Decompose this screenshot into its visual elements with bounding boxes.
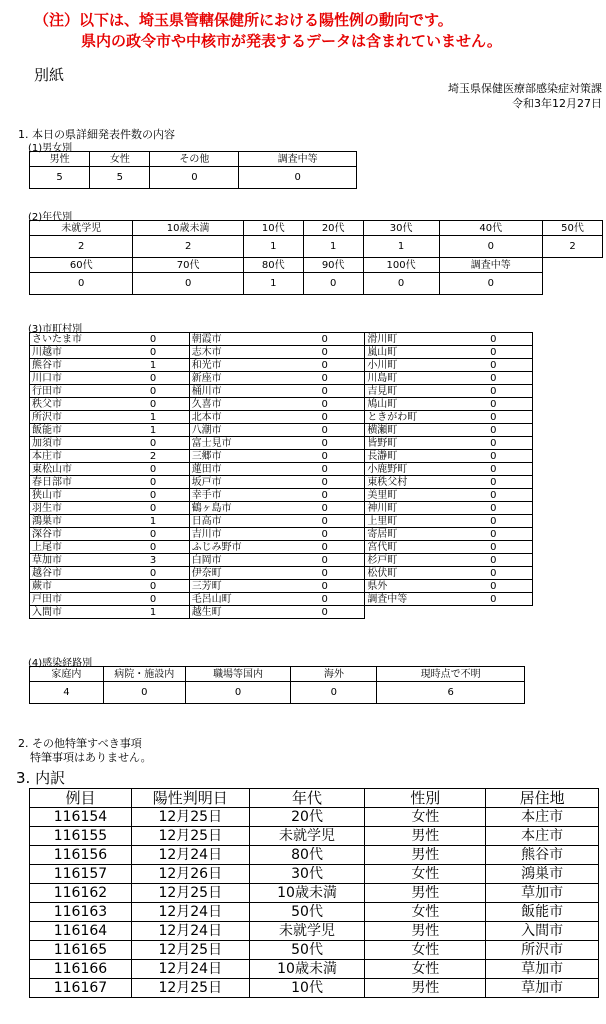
sex-value: 0 — [150, 167, 239, 189]
municipality-row — [30, 450, 533, 463]
case-cell: 116162 — [30, 884, 132, 903]
age-value: 1 — [303, 236, 363, 258]
section2-title: 2. その他特筆すべき事項 — [18, 737, 142, 750]
municipality-count: 0 — [455, 541, 533, 554]
municipality-name: 熊谷市 — [30, 359, 118, 372]
case-cell: 熊谷市 — [486, 846, 599, 865]
municipality-count: 0 — [285, 541, 365, 554]
age-header: 20代 — [303, 221, 363, 236]
municipality-name: 宮代町 — [365, 541, 455, 554]
municipality-count: 0 — [117, 541, 189, 554]
case-cell: 男性 — [365, 979, 486, 998]
municipality-count: 1 — [117, 606, 189, 619]
municipality-name: 鶴ヶ島市 — [189, 502, 285, 515]
municipality-count: 0 — [285, 372, 365, 385]
table-row — [30, 865, 599, 884]
case-cell: 50代 — [249, 903, 365, 922]
municipality-name: 本庄市 — [30, 450, 118, 463]
age-value: 1 — [243, 236, 303, 258]
municipality-count: 0 — [455, 476, 533, 489]
table-row — [30, 827, 599, 846]
municipality-count: 0 — [117, 346, 189, 359]
cases-header: 性別 — [365, 789, 486, 808]
sex-header: 女性 — [90, 152, 150, 167]
municipality-count: 0 — [455, 450, 533, 463]
municipality-count: 0 — [285, 450, 365, 463]
municipality-name: 越谷市 — [30, 567, 118, 580]
municipality-count: 0 — [285, 346, 365, 359]
municipality-count: 0 — [285, 528, 365, 541]
municipality-count: 0 — [117, 489, 189, 502]
municipality-name: 北本市 — [189, 411, 285, 424]
case-cell: 本庄市 — [486, 827, 599, 846]
municipality-row — [30, 528, 533, 541]
case-cell: 10代 — [249, 979, 365, 998]
case-cell: 12月26日 — [131, 865, 249, 884]
case-cell: 12月25日 — [131, 884, 249, 903]
municipality-name: 入間市 — [30, 606, 118, 619]
case-cell: 草加市 — [486, 884, 599, 903]
municipality-name: 杉戸町 — [365, 554, 455, 567]
age-header: 未就学児 — [30, 221, 133, 236]
age-title: (2)年代別 — [28, 212, 73, 223]
sex-table — [29, 151, 357, 189]
case-cell: 12月24日 — [131, 903, 249, 922]
municipality-name: 行田市 — [30, 385, 118, 398]
municipality-name: 草加市 — [30, 554, 118, 567]
municipality-count: 0 — [285, 502, 365, 515]
age-value: 0 — [30, 273, 133, 295]
table-row — [30, 922, 599, 941]
municipality-name: 川島町 — [365, 372, 455, 385]
municipality-name: 川口市 — [30, 372, 118, 385]
municipality-count: 0 — [455, 372, 533, 385]
municipality-name: 坂戸市 — [189, 476, 285, 489]
age-header: 60代 — [30, 258, 133, 273]
municipality-count: 0 — [455, 554, 533, 567]
municipality-count: 0 — [285, 398, 365, 411]
municipality-count: 0 — [117, 398, 189, 411]
municipality-name: 美里町 — [365, 489, 455, 502]
case-cell: 80代 — [249, 846, 365, 865]
case-cell: 飯能市 — [486, 903, 599, 922]
case-cell: 10歳未満 — [249, 884, 365, 903]
case-cell: 12月24日 — [131, 922, 249, 941]
municipality-count: 0 — [117, 333, 189, 346]
case-cell: 所沢市 — [486, 941, 599, 960]
municipality-row — [30, 606, 533, 619]
sex-title: (1)男女別 — [28, 143, 73, 154]
section1-title: 1. 本日の県詳細発表件数の内容 — [18, 128, 175, 141]
municipality-row — [30, 333, 533, 346]
route-title: (4)感染経路別 — [28, 658, 93, 669]
age-value: 1 — [243, 273, 303, 295]
municipality-count: 0 — [285, 437, 365, 450]
case-cell: 116155 — [30, 827, 132, 846]
municipality-count: 0 — [117, 372, 189, 385]
case-cell: 女性 — [365, 941, 486, 960]
municipality-name: 嵐山町 — [365, 346, 455, 359]
municipality-name: 小鹿野町 — [365, 463, 455, 476]
cases-table — [29, 788, 599, 998]
case-cell: 116163 — [30, 903, 132, 922]
age-header: 10代 — [243, 221, 303, 236]
case-cell: 10歳未満 — [249, 960, 365, 979]
municipality-count: 0 — [117, 593, 189, 606]
municipality-count: 0 — [117, 385, 189, 398]
age-header: 50代 — [543, 221, 603, 236]
route-value: 4 — [30, 682, 104, 704]
issuer — [448, 81, 602, 111]
municipality-name: 狭山市 — [30, 489, 118, 502]
page-title: 別紙 — [34, 66, 65, 84]
municipality-count: 0 — [285, 515, 365, 528]
municipality-count: 0 — [455, 593, 533, 606]
municipality-count: 1 — [117, 359, 189, 372]
municipality-name: 寄居町 — [365, 528, 455, 541]
age-value: 0 — [363, 273, 439, 295]
municipality-row — [30, 541, 533, 554]
municipality-name: 吉川市 — [189, 528, 285, 541]
sex-header: その他 — [150, 152, 239, 167]
municipality-name: ふじみ野市 — [189, 541, 285, 554]
municipality-count: 0 — [455, 489, 533, 502]
municipality-name: 日高市 — [189, 515, 285, 528]
age-value: 2 — [30, 236, 133, 258]
case-cell: 入間市 — [486, 922, 599, 941]
municipality-count: 0 — [285, 476, 365, 489]
case-cell: 未就学児 — [249, 827, 365, 846]
municipality-name: 調査中等 — [365, 593, 455, 606]
municipality-row — [30, 463, 533, 476]
route-value: 6 — [377, 682, 525, 704]
municipality-row — [30, 437, 533, 450]
age-empty — [543, 273, 603, 295]
case-cell: 12月25日 — [131, 941, 249, 960]
case-cell: 女性 — [365, 960, 486, 979]
municipality-name: 松伏町 — [365, 567, 455, 580]
case-cell: 12月25日 — [131, 827, 249, 846]
municipality-name: 三芳町 — [189, 580, 285, 593]
notice-line-1: （注）以下は、埼玉県管轄保健所における陽性例の動向です。 — [34, 11, 453, 29]
municipality-name: 東秩父村 — [365, 476, 455, 489]
municipality-name: 八潮市 — [189, 424, 285, 437]
municipality-count: 0 — [455, 385, 533, 398]
municipality-count: 0 — [117, 580, 189, 593]
municipality-name: 長瀞町 — [365, 450, 455, 463]
municipality-name: 蓮田市 — [189, 463, 285, 476]
case-cell: 12月25日 — [131, 979, 249, 998]
municipality-name: 桶川市 — [189, 385, 285, 398]
municipality-row — [30, 424, 533, 437]
route-table — [29, 666, 525, 704]
municipality-count: 0 — [117, 476, 189, 489]
age-value: 0 — [133, 273, 243, 295]
age-table — [29, 220, 603, 295]
sex-value: 5 — [90, 167, 150, 189]
municipality-count: 0 — [117, 567, 189, 580]
cases-header: 陽性判明日 — [131, 789, 249, 808]
municipality-count: 0 — [117, 463, 189, 476]
municipality-count: 2 — [117, 450, 189, 463]
case-cell: 男性 — [365, 827, 486, 846]
municipality-name: 秩父市 — [30, 398, 118, 411]
municipality-name: 新座市 — [189, 372, 285, 385]
municipality-name: 朝霞市 — [189, 333, 285, 346]
case-cell: 女性 — [365, 865, 486, 884]
municipality-name: 所沢市 — [30, 411, 118, 424]
case-cell: 116157 — [30, 865, 132, 884]
table-row — [30, 960, 599, 979]
municipality-name: 川越市 — [30, 346, 118, 359]
municipality-row — [30, 580, 533, 593]
table-row — [30, 846, 599, 865]
municipality-name: 三郷市 — [189, 450, 285, 463]
municipality-count: 0 — [117, 502, 189, 515]
route-value: 0 — [185, 682, 291, 704]
age-value: 1 — [363, 236, 439, 258]
age-empty — [543, 258, 603, 273]
issue-date: 令和3年12月27日 — [512, 97, 602, 110]
municipality-name: 飯能市 — [30, 424, 118, 437]
municipality-name: 鴻巣市 — [30, 515, 118, 528]
table-row — [30, 941, 599, 960]
municipality-table — [29, 332, 533, 619]
municipality-name: 幸手市 — [189, 489, 285, 502]
case-cell: 30代 — [249, 865, 365, 884]
municipality-title: (3)市町村別 — [28, 324, 83, 335]
municipality-name: 白岡市 — [189, 554, 285, 567]
municipality-row — [30, 385, 533, 398]
municipality-count: 1 — [117, 424, 189, 437]
municipality-count: 0 — [455, 411, 533, 424]
sex-value: 0 — [239, 167, 357, 189]
municipality-count: 3 — [117, 554, 189, 567]
case-cell: 草加市 — [486, 979, 599, 998]
municipality-count: 0 — [285, 424, 365, 437]
age-header: 10歳未満 — [133, 221, 243, 236]
municipality-count: 0 — [285, 385, 365, 398]
municipality-name: 上尾市 — [30, 541, 118, 554]
age-header: 90代 — [303, 258, 363, 273]
municipality-row — [30, 411, 533, 424]
municipality-name: さいたま市 — [30, 333, 118, 346]
case-cell: 12月25日 — [131, 808, 249, 827]
age-header: 調査中等 — [439, 258, 542, 273]
municipality-name: 羽生市 — [30, 502, 118, 515]
age-header: 70代 — [133, 258, 243, 273]
cases-header: 年代 — [249, 789, 365, 808]
case-cell: 116167 — [30, 979, 132, 998]
age-header: 40代 — [439, 221, 542, 236]
age-value: 0 — [439, 236, 542, 258]
case-cell: 116164 — [30, 922, 132, 941]
department: 埼玉県保健医療部感染症対策課 — [448, 82, 602, 95]
case-cell: 116166 — [30, 960, 132, 979]
section2-body: 特筆事項はありません。 — [30, 751, 152, 764]
municipality-row — [30, 398, 533, 411]
table-row — [30, 884, 599, 903]
case-cell: 12月24日 — [131, 846, 249, 865]
municipality-row — [30, 515, 533, 528]
case-cell: 女性 — [365, 808, 486, 827]
case-cell: 116154 — [30, 808, 132, 827]
table-row — [30, 979, 599, 998]
municipality-count: 0 — [285, 567, 365, 580]
age-header: 100代 — [363, 258, 439, 273]
municipality-name: 戸田市 — [30, 593, 118, 606]
municipality-count: 0 — [455, 463, 533, 476]
sex-header: 調査中等 — [239, 152, 357, 167]
case-cell: 50代 — [249, 941, 365, 960]
municipality-count: 0 — [285, 411, 365, 424]
notice — [34, 10, 502, 52]
municipality-count: 0 — [117, 528, 189, 541]
municipality-count: 0 — [455, 580, 533, 593]
municipality-name: ときがわ町 — [365, 411, 455, 424]
municipality-count: 0 — [455, 333, 533, 346]
age-value: 2 — [543, 236, 603, 258]
municipality-count: 0 — [285, 333, 365, 346]
municipality-name: 小川町 — [365, 359, 455, 372]
municipality-count: 0 — [455, 437, 533, 450]
case-cell: 116156 — [30, 846, 132, 865]
municipality-row — [30, 554, 533, 567]
municipality-count: 0 — [455, 398, 533, 411]
municipality-name: 越生町 — [189, 606, 285, 619]
case-cell: 男性 — [365, 884, 486, 903]
municipality-name: 皆野町 — [365, 437, 455, 450]
age-value: 2 — [133, 236, 243, 258]
municipality-name: 横瀬町 — [365, 424, 455, 437]
sex-header: 男性 — [30, 152, 90, 167]
municipality-count: 0 — [285, 593, 365, 606]
municipality-name: 春日部市 — [30, 476, 118, 489]
age-value: 0 — [303, 273, 363, 295]
municipality-count: 0 — [455, 359, 533, 372]
municipality-row — [30, 489, 533, 502]
case-cell: 20代 — [249, 808, 365, 827]
municipality-row — [30, 359, 533, 372]
route-header: 病院・施設内 — [103, 667, 185, 682]
route-value: 0 — [103, 682, 185, 704]
municipality-name: 東松山市 — [30, 463, 118, 476]
municipality-row — [30, 502, 533, 515]
municipality-name: 県外 — [365, 580, 455, 593]
municipality-count: 0 — [455, 515, 533, 528]
municipality-row — [30, 593, 533, 606]
municipality-name: 深谷市 — [30, 528, 118, 541]
municipality-name: 蕨市 — [30, 580, 118, 593]
municipality-row — [30, 567, 533, 580]
municipality-row — [30, 476, 533, 489]
municipality-count: 0 — [285, 606, 365, 619]
municipality-name: 神川町 — [365, 502, 455, 515]
municipality-name: 毛呂山町 — [189, 593, 285, 606]
case-cell: 本庄市 — [486, 808, 599, 827]
municipality-count: 0 — [285, 489, 365, 502]
sex-value: 5 — [30, 167, 90, 189]
municipality-count: 0 — [117, 437, 189, 450]
cases-header: 例目 — [30, 789, 132, 808]
municipality-name: 鳩山町 — [365, 398, 455, 411]
table-row — [30, 903, 599, 922]
municipality-name: 志木市 — [189, 346, 285, 359]
municipality-count: 1 — [117, 411, 189, 424]
municipality-count: 0 — [455, 528, 533, 541]
case-cell: 鴻巣市 — [486, 865, 599, 884]
age-value: 0 — [439, 273, 542, 295]
municipality-name: 上里町 — [365, 515, 455, 528]
municipality-count: 0 — [285, 463, 365, 476]
case-cell: 未就学児 — [249, 922, 365, 941]
municipality-count: 0 — [455, 424, 533, 437]
case-cell: 草加市 — [486, 960, 599, 979]
case-cell: 男性 — [365, 922, 486, 941]
municipality-name: 加須市 — [30, 437, 118, 450]
case-cell: 男性 — [365, 846, 486, 865]
municipality-count: 0 — [285, 580, 365, 593]
age-header: 80代 — [243, 258, 303, 273]
municipality-count: 1 — [117, 515, 189, 528]
municipality-name: 和光市 — [189, 359, 285, 372]
case-cell: 12月24日 — [131, 960, 249, 979]
municipality-count: 0 — [455, 567, 533, 580]
section3-title: 3. 内訳 — [16, 769, 66, 787]
route-header: 家庭内 — [30, 667, 104, 682]
route-header: 現時点で不明 — [377, 667, 525, 682]
municipality-name: 滑川町 — [365, 333, 455, 346]
municipality-name: 富士見市 — [189, 437, 285, 450]
cases-header-row — [30, 789, 599, 808]
municipality-name: 伊奈町 — [189, 567, 285, 580]
route-header: 海外 — [291, 667, 377, 682]
case-cell: 女性 — [365, 903, 486, 922]
table-row — [30, 808, 599, 827]
municipality-count: 0 — [455, 502, 533, 515]
cases-header: 居住地 — [486, 789, 599, 808]
municipality-name: 久喜市 — [189, 398, 285, 411]
municipality-count: 0 — [455, 346, 533, 359]
municipality-count: 0 — [285, 359, 365, 372]
notice-line-2: 県内の政令市や中核市が発表するデータは含まれていません。 — [81, 32, 502, 50]
case-cell: 116165 — [30, 941, 132, 960]
municipality-name — [365, 606, 455, 619]
age-header: 30代 — [363, 221, 439, 236]
municipality-name: 吉見町 — [365, 385, 455, 398]
municipality-row — [30, 346, 533, 359]
municipality-row — [30, 372, 533, 385]
municipality-count — [455, 606, 533, 619]
municipality-count: 0 — [285, 554, 365, 567]
route-header: 職場等国内 — [185, 667, 291, 682]
route-value: 0 — [291, 682, 377, 704]
